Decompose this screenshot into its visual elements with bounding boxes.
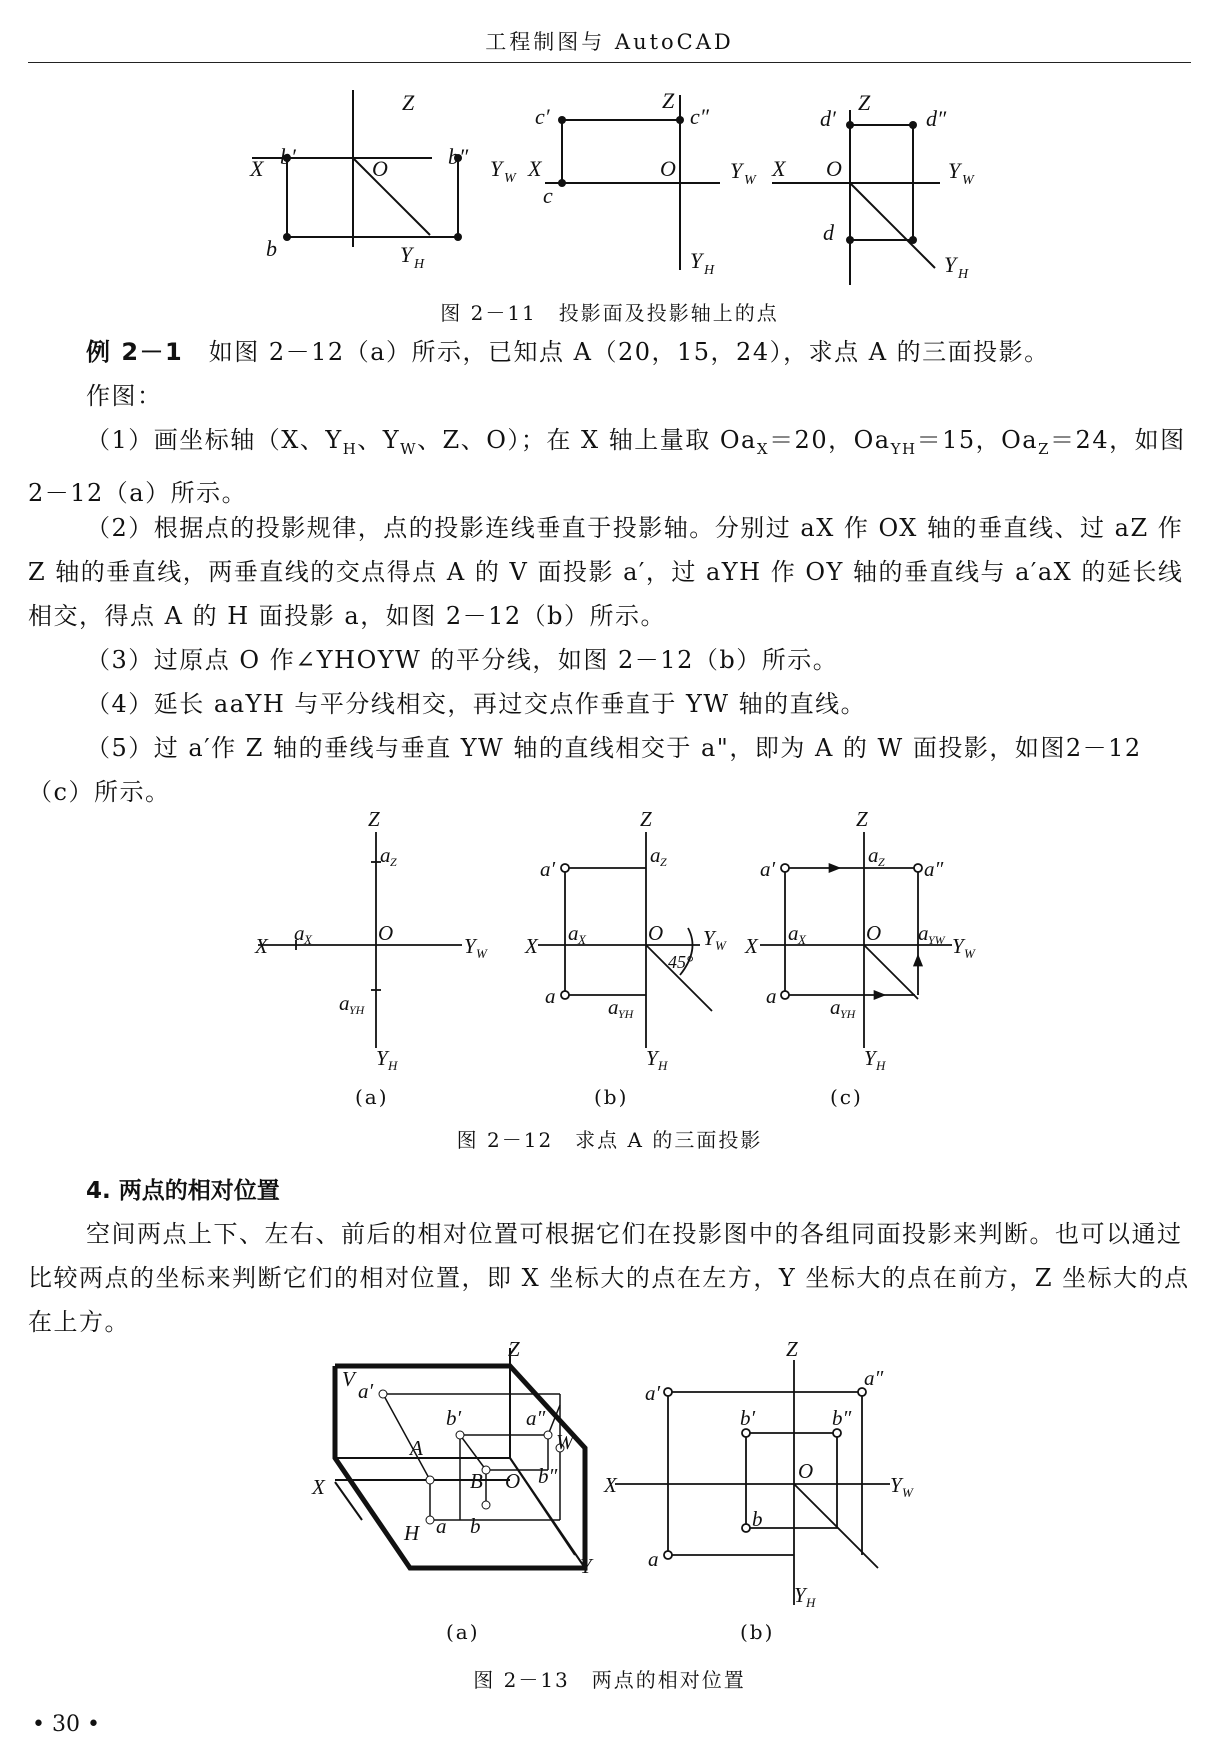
caption-fig-2-11: 图 2－11 投影面及投影轴上的点 <box>440 301 779 325</box>
fig213b-b1: b′ <box>740 1406 756 1430</box>
fig213b-YW: Y <box>890 1473 902 1497</box>
fig213b-O: O <box>798 1459 814 1483</box>
step-4: （4）延长 aaYH 与平分线相交，再过交点作垂直于 YW 轴的直线。 <box>86 690 867 718</box>
fig212b-X: X <box>525 934 538 958</box>
fig212c-X: X <box>745 934 758 958</box>
fig213b-YH: Y <box>794 1583 806 1607</box>
svg-text:YH: YH <box>349 1003 365 1017</box>
fig212c-aZ: a <box>868 843 879 867</box>
fig213b-a1: a′ <box>645 1381 661 1405</box>
fig212c-aYH: a <box>830 995 841 1019</box>
fig213b-b: b <box>752 1507 763 1531</box>
fig212a-aZ: a <box>380 843 391 867</box>
fig211-left-b: b <box>266 236 277 261</box>
example-label: 例 2－1 <box>86 338 184 366</box>
fig211-right-O: O <box>826 156 842 181</box>
fig212a-YW: Y <box>464 934 476 958</box>
fig211-left-b1: b′ <box>280 144 296 169</box>
fig213b-b2: b″ <box>832 1406 852 1430</box>
fig212c-O: O <box>866 921 882 945</box>
fig213a-Z: Z <box>508 1337 520 1361</box>
example-text: 如图 2－12（a）所示，已知点 A（20，15，24），求点 A 的三面投影。 <box>183 338 1050 366</box>
svg-text:H: H <box>958 267 969 282</box>
svg-text:Z: Z <box>878 855 885 869</box>
fig213b-a2: a″ <box>864 1366 884 1390</box>
fig213a-Y: Y <box>580 1554 592 1578</box>
section-title: 4. 两点的相对位置 <box>86 1178 280 1204</box>
fig213a-a1: a′ <box>358 1379 374 1403</box>
fig213a-a2: a″ <box>526 1406 546 1430</box>
svg-text:X: X <box>304 932 312 947</box>
fig212-sub-b: (b) <box>594 1085 629 1109</box>
fig213b-X: X <box>604 1473 617 1497</box>
fig211-left-b2: b″ <box>448 144 469 169</box>
fig212c-a1: a′ <box>760 857 776 881</box>
svg-text:Z: Z <box>660 855 667 869</box>
fig212c-YW: Y <box>952 934 964 958</box>
fig213a-b1: b′ <box>446 1406 462 1430</box>
fig212c-YH: Y <box>864 1046 876 1070</box>
fig212b-YW: Y <box>703 926 715 950</box>
caption-fig-2-12: 图 2－12 求点 A 的三面投影 <box>456 1128 763 1152</box>
fig212a-Z: Z <box>368 807 380 831</box>
fig212c-a2: a″ <box>924 857 944 881</box>
fig213a-X: X <box>312 1475 325 1499</box>
fig212-sub-a: (a) <box>355 1085 389 1109</box>
svg-text:W: W <box>902 1485 913 1500</box>
svg-text:YH: YH <box>840 1007 856 1021</box>
fig211-right-YW: Y <box>948 158 961 183</box>
fig212-sub-c: (c) <box>830 1085 863 1109</box>
fig212a-aYH: a <box>339 991 350 1015</box>
fig211-mid-YW: Y <box>730 158 743 183</box>
fig213a-W: W <box>556 1430 574 1454</box>
fig213-sub-b: (b) <box>740 1620 775 1644</box>
fig213a-H: H <box>404 1521 420 1545</box>
svg-text:W: W <box>715 938 726 953</box>
section-paragraph: 空间两点上下、左右、前后的相对位置可根据它们在投影图中的各组同面投影来判断。也可以通过比较两点的坐标来判断它们的相对位置，即 X 坐标大的点在左方，Y 坐标大的点在前方，Z 坐标大的点在上方。 <box>28 1220 1190 1336</box>
fig211-right-d2: d″ <box>926 106 947 131</box>
fig213b-Z: Z <box>786 1337 798 1361</box>
fig212b-angle: 45° <box>668 952 694 972</box>
svg-text:W: W <box>504 171 516 186</box>
fig211-left-Z: Z <box>402 90 415 115</box>
fig212c-aX: a <box>788 921 799 945</box>
svg-text:W: W <box>476 946 487 961</box>
fig212b-aZ: a <box>650 843 661 867</box>
fig211-right-X: X <box>772 156 786 181</box>
fig211-mid-c: c <box>543 183 553 208</box>
fig212a-YH: Y <box>376 1046 388 1070</box>
fig212b-O: O <box>648 921 664 945</box>
fig211-left-X: X <box>250 156 264 181</box>
fig213a-B: B <box>470 1469 483 1493</box>
fig211-right-d1: d′ <box>820 106 836 131</box>
fig212b-Z: Z <box>640 807 652 831</box>
fig213a-b2: b″ <box>538 1464 558 1488</box>
fig212b-YH: Y <box>646 1046 658 1070</box>
fig211-mid-Z: Z <box>662 88 675 113</box>
svg-text:H: H <box>806 1595 816 1610</box>
fig211-left-O: O <box>372 156 388 181</box>
svg-text:YH: YH <box>618 1007 634 1021</box>
zuotu-label: 作图： <box>86 382 163 410</box>
svg-text:X: X <box>578 932 586 947</box>
fig213a-b: b <box>470 1514 481 1538</box>
fig211-mid-O: O <box>660 156 676 181</box>
fig211-mid-c1: c′ <box>535 104 550 129</box>
fig212c-a: a <box>766 984 777 1008</box>
fig212b-a: a <box>545 984 556 1008</box>
svg-text:H: H <box>388 1058 398 1073</box>
svg-text:X: X <box>798 932 806 947</box>
fig213b-a: a <box>648 1547 659 1571</box>
fig211-mid-c2: c″ <box>690 104 709 129</box>
step-1: （1）画坐标轴（X、$Y_H$、$Y_W$、Z、O）；在 X 轴上量取 $Oa_X=20$，$Oa_{YH}=15$，$Oa_Z=24$，如图 2－12（a）所示。 <box>28 426 1186 507</box>
svg-text:YW: YW <box>928 933 945 947</box>
running-header: 工程制图与 AutoCAD <box>485 30 734 54</box>
step-3: （3）过原点 O 作∠YHOYW 的平分线，如图 2－12（b）所示。 <box>86 646 839 674</box>
fig212a-X: X <box>255 934 268 958</box>
svg-text:H: H <box>876 1058 886 1073</box>
fig211-left-YH: Y <box>400 242 413 267</box>
fig213a-a: a <box>436 1514 447 1538</box>
page-number: • 30 • <box>32 1712 100 1737</box>
caption-fig-2-13: 图 2－13 两点的相对位置 <box>473 1668 746 1692</box>
step-5: （5）过 a′作 Z 轴的垂线与垂直 YW 轴的直线相交于 a"，即为 A 的 W 面投影，如图2－12（c）所示。 <box>28 734 1142 806</box>
fig212c-Z: Z <box>856 807 868 831</box>
svg-text:W: W <box>744 173 756 188</box>
svg-text:Z: Z <box>390 855 397 869</box>
fig212b-a1: a′ <box>540 857 556 881</box>
fig212c-aYW: a <box>918 921 929 945</box>
svg-text:H: H <box>658 1058 668 1073</box>
fig213a-V: V <box>342 1367 355 1391</box>
fig211-right-Z: Z <box>858 90 871 115</box>
fig211-mid-YH: Y <box>690 248 703 273</box>
fig211-left-YW: Y <box>490 156 503 181</box>
fig212b-aYH: a <box>608 995 619 1019</box>
fig212a-aX: a <box>294 921 305 945</box>
svg-text:W: W <box>964 946 975 961</box>
fig212b-aX: a <box>568 921 579 945</box>
fig213-sub-a: (a) <box>446 1620 480 1644</box>
step-2: （2）根据点的投影规律，点的投影连线垂直于投影轴。分别过 aX 作 OX 轴的垂直线、过 aZ 作 Z 轴的垂直线，两垂直线的交点得点 A 的 V 面投影 a′，过 aYH 作 OY 轴的垂直线与 a′aX 的延长线相交，得点 A 的 H 面投影 a，如图 2－12（b）所示。 <box>28 514 1184 630</box>
fig213a-O: O <box>505 1469 521 1493</box>
fig212a-O: O <box>378 921 394 945</box>
fig213a-A: A <box>410 1436 423 1460</box>
svg-text:W: W <box>962 173 974 188</box>
fig211-mid-X: X <box>528 156 542 181</box>
fig211-right-d: d <box>823 220 834 245</box>
svg-text:H: H <box>414 257 425 272</box>
svg-text:H: H <box>704 263 715 278</box>
fig211-right-YH: Y <box>944 252 957 277</box>
